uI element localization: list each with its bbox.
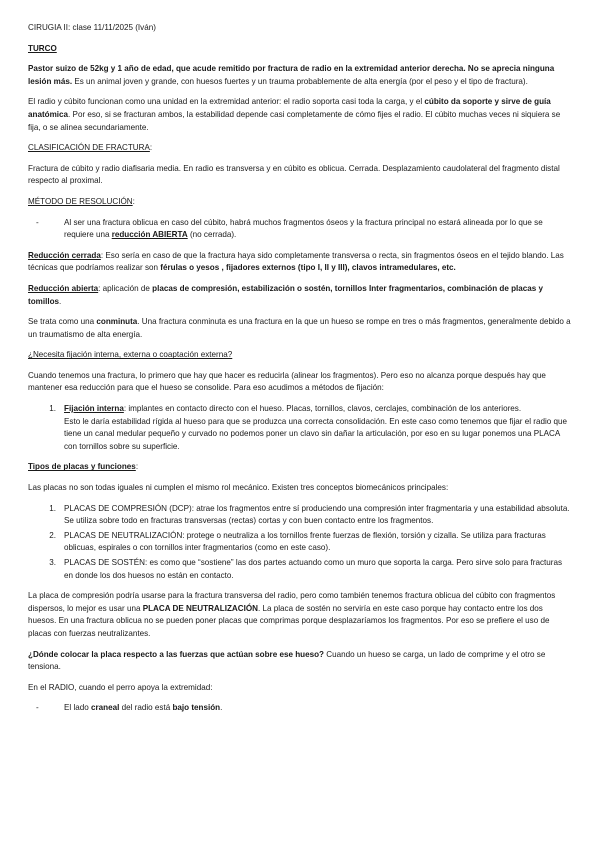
- case-summary-bold: Pastor suizo de 52kg y 1 año de edad, que acude remitido por fractura de radio en la extremidad anterior derecha. No se aprecia ninguna lesión más.: [28, 64, 555, 86]
- list-item: [28, 557, 573, 582]
- text-run: La placa de compresión podría usarse para la fractura transversa del radio, pero como también tenemos fractura oblicua del cúbito con fragmentos dispersos, lo mejor es usar una: [28, 591, 556, 613]
- text-run: del radio está: [119, 703, 173, 713]
- fixation-intro: Cuando tenemos una fractura, lo primero que hay que hacer es reducirla (alinear los fragmentos). Pero eso no alcanza porque después hay que mantener esa reducción para que el hueso se consolide. Para eso acudimos a métodos de fijación:: [28, 370, 546, 393]
- bullet-text: [64, 702, 573, 715]
- text-run: . Por eso, si se fracturan ambos, la estabilidad depende casi completamente de cómo fijes el radio. El cúbito muchas veces ni siquiera se fija, o se alinea secundariamente.: [28, 109, 561, 132]
- radius-load-intro: En el RADIO, cuando el perro apoya la extremidad:: [28, 682, 213, 692]
- list-item: [28, 530, 573, 555]
- fixation-question-heading: ¿Necesita fijación interna, externa o coaptación externa?: [28, 350, 233, 360]
- bullet-marker: -: [36, 217, 39, 227]
- bullet-item: [28, 217, 573, 242]
- plate-choice-paragraph: [28, 590, 573, 640]
- open-reduction-paragraph: [28, 283, 573, 308]
- text-run: El radio y cúbito funcionan como una unidad en la extremidad anterior: el radio soporta casi toda la carga, y el: [28, 97, 425, 107]
- list-item: [28, 403, 573, 453]
- bold-underline-run: reducción ABIERTA: [111, 230, 188, 240]
- bold-run: conminuta: [96, 317, 138, 327]
- text-run: El lado: [64, 703, 91, 713]
- bold-run: férulas o yesos , fijadores externos (tipo I, II y III), clavos intramedulares, etc.: [160, 263, 456, 273]
- heading-colon: :: [149, 143, 153, 153]
- bold-run: cúbito da soporte y sirve de guía anatómica: [28, 97, 551, 119]
- case-title: TURCO: [28, 43, 57, 53]
- plate-types-heading: [28, 461, 573, 474]
- plate-types-list: [28, 503, 573, 583]
- plate-types-intro: Las placas no son todas iguales ni cumplen el mismo rol mecánico. Existen tres conceptos biomecánicos principales:: [28, 483, 449, 493]
- method-heading: [28, 196, 573, 209]
- term-label: Fijación interna: [64, 404, 124, 414]
- plate-placement-question: [28, 649, 573, 674]
- classification-text: Fractura de cúbito y radio diafisaria media. En radio es transversa y en cúbito es oblicua. Cerrada. Desplazamiento caudolateral del fragmento distal respecto al proximal.: [28, 163, 560, 186]
- list-number: 2.: [49, 530, 56, 540]
- heading-label: MÉTODO DE RESOLUCIÓN: [28, 196, 133, 206]
- radius-ulna-paragraph: [28, 96, 573, 134]
- heading-label: CLASIFICACIÓN DE FRACTURA: [28, 143, 150, 153]
- text-run: Cuando un hueso se carga, un lado de comprime y el otro se tensiona.: [28, 649, 546, 672]
- list-item-text: [64, 403, 573, 453]
- bullet-item: [28, 702, 573, 715]
- text-run: : Eso sería en caso de que la fractura haya sido completamente transversa o recta, sin fragmentos óseos en el tejido blando. Las técnicas que podríamos realizar son: [28, 250, 564, 273]
- text-run: . La placa de sostén no serviría en este caso porque hay contacto entre los dos huesos. En una fractura oblicua no se pueden poner placas que comprimas porque desplazaríamos los fragmentos. Por eso se prefiere el uso de placas con fuerzas neutralizantes.: [28, 603, 550, 638]
- list-item-text: PLACAS DE NEUTRALIZACIÓN: protege o neutraliza a los tornillos frente fuerzas de flexión, torsión y cizalla. Se utiliza para fracturas oblicuas, espirales o con tornillos inter fragmentarios (como en este caso).: [64, 530, 546, 553]
- heading-label: Tipos de placas y funciones: [28, 462, 136, 472]
- bold-run: placas de compresión, estabilización o sostén, tornillos Inter fragmentarios, combinación de placas y tomillos: [28, 283, 544, 306]
- text-run: (no cerrada).: [187, 230, 237, 240]
- list-number: 1.: [49, 503, 56, 513]
- document-page: [28, 22, 573, 723]
- text-run: Se trata como una: [28, 317, 97, 327]
- comminuted-paragraph: [28, 316, 573, 341]
- list-number: 3.: [49, 558, 56, 567]
- list-item-text: PLACAS DE SOSTÉN: es como que “sostiene” las dos partes actuando como un muro que soporta la carga. Pero sirve solo para fracturas en donde los dos huesos no están en contacto.: [64, 558, 563, 580]
- bold-run: ¿Dónde colocar la placa respecto a las fuerzas que actúan sobre ese hueso?: [28, 649, 324, 659]
- heading-colon: :: [132, 196, 135, 206]
- case-summary-text: Es un animal joven y grande, con huesos fuertes y un trauma probablemente de alta energía (por el peso y el tipo de fractura).: [72, 76, 528, 86]
- term-label: Reducción cerrada: [28, 250, 101, 260]
- bullet-marker: -: [36, 703, 39, 713]
- bullet-text: [64, 217, 573, 242]
- text-run: .: [220, 703, 223, 713]
- text-run: Esto le daría estabilidad rígida al hueso para que se produzca una correcta consolidación. En este caso como tenemos que fijar el radio que tiene un canal medular pequeño y curvado no podemos poner un clavo sin dañar la articulación, por eso en su lugar ponemos una PLACA con tornillos sobre su superficie.: [64, 416, 568, 451]
- text-run: . Una fractura conminuta es una fractura en la que un hueso se rompe en tres o más fragmentos, generalmente debido a un traumatismo de alta energía.: [28, 317, 571, 339]
- text-run: : aplicación de: [98, 283, 153, 293]
- list-item: [28, 503, 573, 528]
- term-label: Reducción abierta: [28, 283, 99, 293]
- bold-run: bajo tensión: [172, 703, 221, 713]
- list-number: 1.: [49, 404, 56, 414]
- document-header: CIRUGIA II: clase 11/11/2025 (Iván): [28, 23, 156, 32]
- list-item-text: PLACAS DE COMPRESIÓN (DCP): atrae los fragmentos entre sí produciendo una compresión inter fragmentaria y una estabilidad absoluta. Se utiliza sobre todo en fracturas transversas (rectas) cortas y con buen contacto entre los fragmentos.: [64, 503, 570, 526]
- case-description: [28, 63, 573, 88]
- bold-run: PLACA DE NEUTRALIZACIÓN: [142, 603, 258, 613]
- text-run: .: [59, 296, 62, 306]
- fixation-list: [28, 403, 573, 453]
- bold-run: craneal: [91, 703, 120, 713]
- text-run: : implantes en contacto directo con el hueso. Placas, tornillos, clavos, cerclajes, combinación de los anteriores.: [123, 404, 522, 414]
- text-run: Al ser una fractura oblicua en caso del cúbito, habrá muchos fragmentos óseos y la fractura principal no estará alineada por lo que se requiere una: [64, 217, 543, 240]
- heading-colon: :: [135, 462, 139, 472]
- classification-heading: [28, 142, 573, 155]
- closed-reduction-paragraph: [28, 250, 573, 275]
